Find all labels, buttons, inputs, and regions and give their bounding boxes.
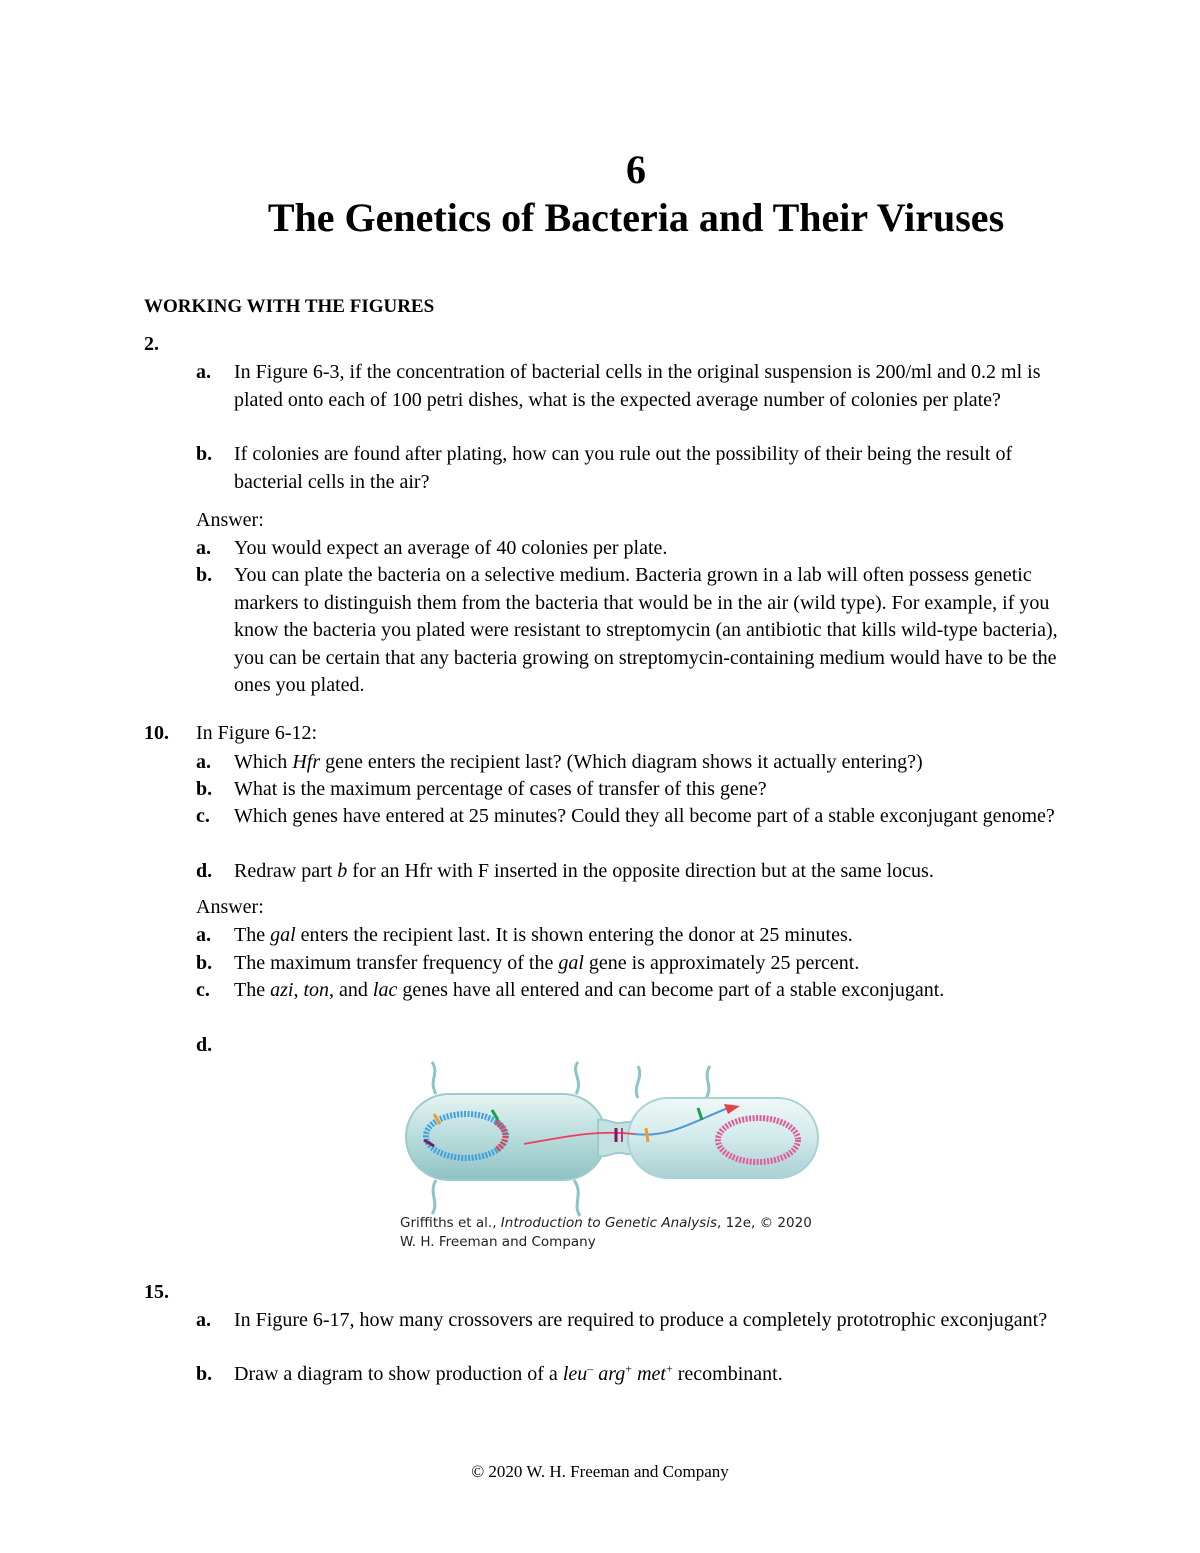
- page-footer: © 2020 W. H. Freeman and Company: [471, 1462, 729, 1481]
- question-number: 2.: [144, 333, 159, 355]
- section-heading: WORKING WITH THE FIGURES: [144, 296, 435, 317]
- answer-label: Answer:: [196, 509, 264, 531]
- question-number: 10.: [144, 722, 169, 744]
- question-item: b. Draw a diagram to show production of a leu– arg+ met+ recombinant.: [196, 1361, 783, 1385]
- question-item: a. Which Hfr gene enters the recipient last? (Which diagram shows it actually entering?): [196, 751, 923, 773]
- chapter-number: 6: [626, 147, 646, 192]
- answer-item: a. You would expect an average of 40 colonies per plate.: [196, 537, 668, 559]
- answer-item: b. The maximum transfer frequency of the gal gene is approximately 25 percent.: [196, 952, 860, 974]
- question-item: a. In Figure 6-3, if the concentration of bacterial cells in the original suspension is 200/ml and 0.2 ml is plated onto each of 100 petri dishes, what is the expected average number of colonies per plate?: [196, 361, 1041, 411]
- answer-label: Answer:: [196, 896, 264, 918]
- question-item: d. Redraw part b for an Hfr with F inserted in the opposite direction but at the same locus.: [196, 860, 934, 882]
- answer-item: b. You can plate the bacteria on a selective medium. Bacteria grown in a lab will often possess genetic markers to distinguish them from the bacteria that would be in the air (wild type). For example, if you know the bacteria you plated were resistant to streptomycin (an antibiotic that kills wild-type bacteria), you can be certain that any bacteria growing on streptomycin-containing medium would have to be the ones you plated.: [196, 564, 1058, 696]
- question-item: b. What is the maximum percentage of cases of transfer of this gene?: [196, 778, 767, 800]
- figure-caption: Griffiths et al., Introduction to Genetic Analysis, 12e, © 2020 W. H. Freeman and Company: [400, 1215, 812, 1250]
- question-intro: In Figure 6-12:: [196, 722, 318, 744]
- document-page: 6 The Genetics of Bacteria and Their Viruses WORKING WITH THE FIGURES 2. a. In Figure 6-3, if the concentration of bacterial cells in the original suspension is 200/ml and 0.2 ml is plated onto each of 100 petri dishes, what is the expected average number of colonies per plate? b. If colonies are found after plating, how can you rule out the possibility of their being the result of bacterial cells in the air? Answer: a. You would expect an average of 40 colonies per plate. b. You can plate the bacteria on a selective medium. Bacteria grown in a lab will often possess genetic markers to distinguish them from the bacteria that would be in the air (wild type). For example, if you know the bacteria you plated were resistant to streptomycin (an antibiotic that kills wild-type bacteria), you can be certain that any bacteria growing on streptomycin-containing medium would have to be the ones you plated. 10. In Figure 6-12: a. Which Hfr gene enters the recipient last? (Which diagram shows it actually entering?) b. What is the maximum percentage of cases of transfer of this gene? c. Which genes have entered at 25 minutes? Could they all become part of a stable exconjugant genome? d. Redraw part b for an Hfr with F inserted in the opposite direction but at the same locus. Answer: a. The gal enters the recipient last. It is shown entering the donor at 25 minutes. b. The maximum transfer frequency of the gal gene is approximately 25 percent. c. The azi, ton, and lac genes have all entered and can become part of a stable exconjugant. d. Griffiths et al., Introduction to Genetic Analysis, 12e, © 2020 W. H. Freeman and Company 15. a. In Figure 6-17, how many crossovers are required to produce a completely prototrophic exconjugant? b. Draw a diagram to show production of a leu– arg+ met+ recombinant. © 2020 W. H. Freeman and Company: [0, 0, 1200, 1553]
- question-item: c. Which genes have entered at 25 minutes? Could they all become part of a stable exconjugant genome?: [196, 805, 1055, 827]
- question-item: b. If colonies are found after plating, how can you rule out the possibility of their being the result of bacterial cells in the air?: [196, 443, 1013, 493]
- question-number: 15.: [144, 1281, 169, 1303]
- answer-item: a. The gal enters the recipient last. It is shown entering the donor at 25 minutes.: [196, 924, 853, 946]
- answer-item: c. The azi, ton, and lac genes have all entered and can become part of a stable exconjugant.: [196, 979, 945, 1001]
- question-item: a. In Figure 6-17, how many crossovers are required to produce a completely prototrophic exconjugant?: [196, 1309, 1048, 1331]
- chapter-title: The Genetics of Bacteria and Their Viruses: [267, 195, 1005, 240]
